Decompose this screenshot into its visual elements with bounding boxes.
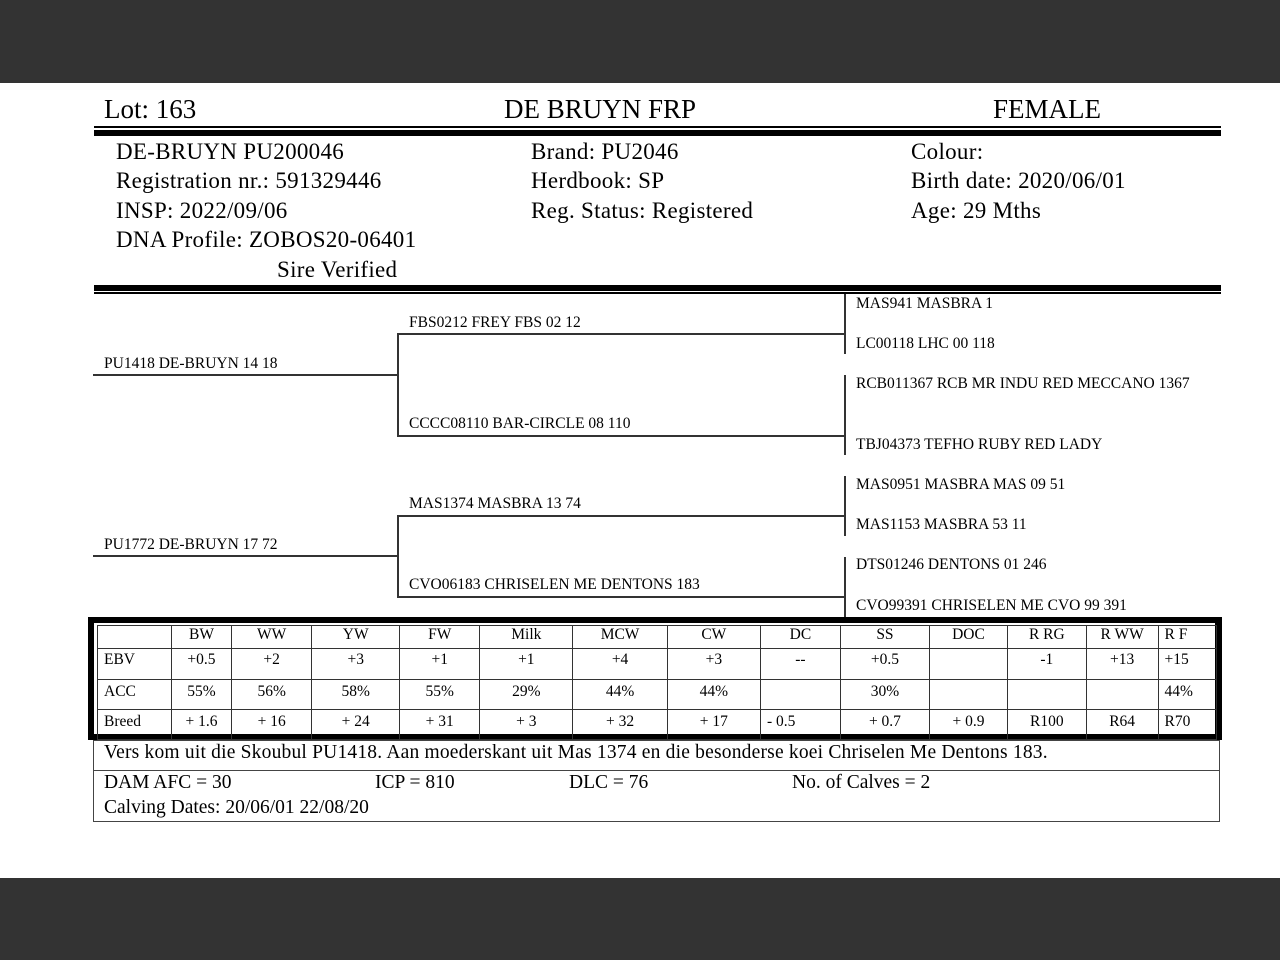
col-header: YW xyxy=(312,626,400,649)
row-label: Breed xyxy=(98,710,172,740)
table-cell: 30% xyxy=(840,680,929,710)
pedigree-dam: PU1772 DE-BRUYN 17 72 xyxy=(104,536,278,553)
table-cell: +15 xyxy=(1158,649,1217,680)
calving-dates: Calving Dates: 20/06/01 22/08/20 xyxy=(104,797,369,818)
sire-dam-line xyxy=(397,435,845,437)
table-cell: +0.5 xyxy=(840,649,929,680)
table-cell: +1 xyxy=(480,649,573,680)
table-cell: + 0.9 xyxy=(930,710,1008,740)
dam-line xyxy=(93,555,398,557)
dam-info-box xyxy=(93,770,1220,822)
table-cell: + 24 xyxy=(312,710,400,740)
sire-verified: Sire Verified xyxy=(277,257,398,282)
table-cell: -1 xyxy=(1007,649,1086,680)
dam-afc: DAM AFC = 30 xyxy=(104,772,232,793)
col-header: Milk xyxy=(480,626,573,649)
bottom-dark-bar xyxy=(0,878,1280,960)
gen3-bracket-2 xyxy=(844,375,846,455)
registration-number: Registration nr.: 591329446 xyxy=(116,168,382,193)
table-cell: +3 xyxy=(667,649,760,680)
info-rule-thick xyxy=(94,285,1221,291)
sire-line xyxy=(93,374,398,376)
gen3-bracket-4 xyxy=(844,557,846,618)
col-header: R F xyxy=(1158,626,1217,649)
brand: Brand: PU2046 xyxy=(531,139,679,164)
ebv-table xyxy=(97,625,1217,740)
pedigree-gen3-5: MAS0951 MASBRA MAS 09 51 xyxy=(856,476,1066,493)
table-cell: -- xyxy=(760,649,840,680)
pedigree-sire-sire: FBS0212 FREY FBS 02 12 xyxy=(409,314,581,331)
table-cell: 55% xyxy=(171,680,231,710)
age: Age: 29 Mths xyxy=(911,198,1042,223)
table-cell: +0.5 xyxy=(171,649,231,680)
table-cell xyxy=(930,680,1008,710)
dam-dam-line xyxy=(397,596,845,598)
dam-icp: ICP = 810 xyxy=(375,772,455,793)
table-cell: +1 xyxy=(400,649,480,680)
pedigree-gen3-3: RCB011367 RCB MR INDU RED MECCANO 1367 xyxy=(856,375,1190,392)
table-cell xyxy=(930,649,1008,680)
table-cell: + 17 xyxy=(667,710,760,740)
table-cell: 44% xyxy=(573,680,667,710)
pedigree-sire-dam: CCCC08110 BAR-CIRCLE 08 110 xyxy=(409,415,631,432)
table-cell: 55% xyxy=(400,680,480,710)
animal-name: DE-BRUYN PU200046 xyxy=(116,139,345,164)
table-cell: + 31 xyxy=(400,710,480,740)
dna-profile: DNA Profile: ZOBOS20-06401 xyxy=(116,227,417,252)
table-cell: + 3 xyxy=(480,710,573,740)
reg-status: Reg. Status: Registered xyxy=(531,198,754,223)
sire-bracket xyxy=(397,333,399,436)
col-header: CW xyxy=(667,626,760,649)
info-rule-thin xyxy=(94,292,1221,294)
table-cell: +3 xyxy=(312,649,400,680)
table-cell xyxy=(760,680,840,710)
table-cell: R70 xyxy=(1158,710,1217,740)
table-cell: + 0.7 xyxy=(840,710,929,740)
herdbook: Herdbook: SP xyxy=(531,168,665,193)
table-cell: 44% xyxy=(667,680,760,710)
dam-dlc: DLC = 76 xyxy=(569,772,649,793)
table-cell xyxy=(1007,680,1086,710)
comment-text: Vers kom uit die Skoubul PU1418. Aan moederskant uit Mas 1374 en die besonderse koei Chriselen Me Dentons 183. xyxy=(104,742,1048,763)
dam-bracket xyxy=(397,515,399,597)
table-row-acc xyxy=(98,680,1217,710)
table-cell: +13 xyxy=(1086,649,1158,680)
gen3-bracket-1 xyxy=(844,294,846,354)
col-header xyxy=(98,626,172,649)
col-header: DC xyxy=(760,626,840,649)
table-cell: 44% xyxy=(1158,680,1217,710)
table-cell: 58% xyxy=(312,680,400,710)
table-cell: - 0.5 xyxy=(760,710,840,740)
row-label: EBV xyxy=(98,649,172,680)
pedigree-gen3-1: MAS941 MASBRA 1 xyxy=(856,295,993,312)
lot-number: Lot: 163 xyxy=(104,94,197,124)
pedigree-gen3-2: LC00118 LHC 00 118 xyxy=(856,335,995,352)
col-header: MCW xyxy=(573,626,667,649)
pedigree-dam-dam: CVO06183 CHRISELEN ME DENTONS 183 xyxy=(409,576,700,593)
pedigree-dam-sire: MAS1374 MASBRA 13 74 xyxy=(409,495,581,512)
table-cell: + 32 xyxy=(573,710,667,740)
col-header: WW xyxy=(232,626,312,649)
table-cell: + 1.6 xyxy=(171,710,231,740)
sire-sire-line xyxy=(397,333,845,335)
top-dark-bar xyxy=(0,0,1280,83)
col-header: FW xyxy=(400,626,480,649)
table-row-ebv xyxy=(98,649,1217,680)
birth-date: Birth date: 2020/06/01 xyxy=(911,168,1126,193)
table-cell: +2 xyxy=(232,649,312,680)
pedigree-gen3-6: MAS1153 MASBRA 53 11 xyxy=(856,516,1027,533)
col-header: R WW xyxy=(1086,626,1158,649)
col-header: BW xyxy=(171,626,231,649)
col-header: SS xyxy=(840,626,929,649)
breeder-name: DE BRUYN FRP xyxy=(504,94,697,124)
sex-label: FEMALE xyxy=(993,94,1101,124)
table-cell: 56% xyxy=(232,680,312,710)
table-cell: R64 xyxy=(1086,710,1158,740)
pedigree-sire: PU1418 DE-BRUYN 14 18 xyxy=(104,355,278,372)
colour: Colour: xyxy=(911,139,984,164)
row-label: ACC xyxy=(98,680,172,710)
header-rule-thick xyxy=(94,130,1221,136)
pedigree-gen3-7: DTS01246 DENTONS 01 246 xyxy=(856,556,1047,573)
gen3-bracket-3 xyxy=(844,476,846,536)
pedigree-gen3-8: CVO99391 CHRISELEN ME CVO 99 391 xyxy=(856,597,1127,614)
pedigree-gen3-4: TBJ04373 TEFHO RUBY RED LADY xyxy=(856,436,1103,453)
dam-sire-line xyxy=(397,515,845,517)
table-cell: R100 xyxy=(1007,710,1086,740)
col-header: R RG xyxy=(1007,626,1086,649)
table-row-breed xyxy=(98,710,1217,740)
dam-calves: No. of Calves = 2 xyxy=(792,772,931,793)
table-cell: 29% xyxy=(480,680,573,710)
inspection-date: INSP: 2022/09/06 xyxy=(116,198,288,223)
table-cell: +4 xyxy=(573,649,667,680)
table-cell xyxy=(1086,680,1158,710)
table-cell: + 16 xyxy=(232,710,312,740)
col-header: DOC xyxy=(930,626,1008,649)
ebv-header-row xyxy=(98,626,1217,649)
comment-box xyxy=(93,740,1220,771)
header-rule-thin xyxy=(94,126,1221,128)
